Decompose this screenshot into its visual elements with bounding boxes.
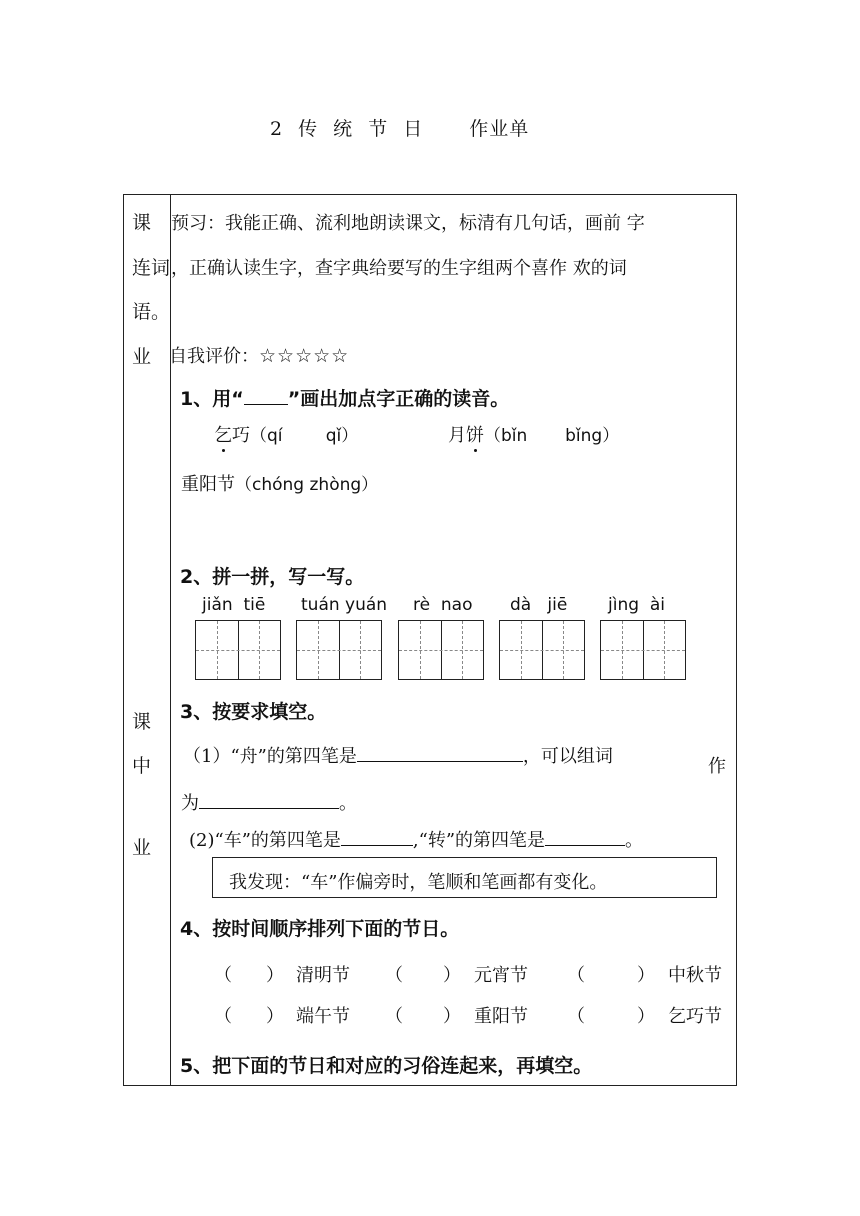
writing-grid-2[interactable]: [296, 620, 382, 680]
self-evaluation: [169, 342, 349, 368]
dotted-char: 乞: [214, 425, 232, 446]
q1-item-1-options[interactable]: （qí qǐ）: [250, 426, 359, 446]
q4-row1-paren-close-3: ）: [637, 965, 655, 986]
q2-pinyin-5: jìng ài: [608, 595, 665, 615]
q4-row2-paren-open-3: （: [567, 1006, 585, 1027]
q3-heading: 3、按要求填空。: [180, 701, 327, 723]
side-label-4: 业: [132, 346, 152, 368]
side-label-3: 语。: [132, 301, 171, 323]
q4-row1-paren-close-2: ）: [443, 965, 461, 986]
q3-s1-tail: 作: [708, 756, 726, 777]
q2-pinyin-3: rè nao: [413, 595, 473, 615]
festival-qiqiao: 乞巧节: [668, 1006, 722, 1027]
festival-yuanxiao: 元宵节: [474, 965, 528, 986]
q1-word-rest: 巧: [232, 425, 250, 446]
writing-grid-3[interactable]: [398, 620, 484, 680]
q4-row2-paren-close-2: ）: [443, 1006, 461, 1027]
column-divider: [170, 194, 171, 1086]
writing-grid-5[interactable]: [600, 620, 686, 680]
q2-pinyin-2: tuán yuán: [301, 595, 388, 615]
q1-item-3-options[interactable]: （chóng zhòng）: [235, 475, 379, 495]
dotted-char: 饼: [466, 425, 484, 446]
q1-heading: [180, 384, 509, 411]
side-label-7: 业: [132, 837, 152, 859]
q2-pinyin-1: jiǎn tiē: [202, 595, 266, 615]
q1-item-1: [214, 421, 358, 447]
q3-s2-pre: (2)“车”的第四笔是: [189, 830, 341, 851]
q1-underline-sample: [244, 386, 288, 405]
q3-s1b-pre: 为: [181, 793, 199, 814]
q4-row1-paren-open-1: （: [214, 965, 232, 986]
rating-stars[interactable]: ☆☆☆☆☆: [259, 345, 350, 367]
q3-s1b-post: 。: [339, 793, 357, 814]
q1-word: 重阳节: [181, 474, 235, 495]
festival-zhongqiu: 中秋节: [668, 965, 722, 986]
worksheet-label: 作业单: [469, 118, 530, 140]
side-label-2: 连词: [132, 257, 171, 279]
side-label-1: 课: [132, 212, 152, 234]
q4-heading: 4、按时间顺序排列下面的节日。: [180, 918, 460, 940]
q1-word-pre: 月: [448, 425, 466, 446]
q1-item-2: [448, 421, 619, 447]
q3-blank-1[interactable]: [357, 743, 523, 762]
q5-heading: 5、把下面的节日和对应的习俗连起来，再填空。: [180, 1055, 593, 1077]
writing-grid-1[interactable]: [195, 620, 281, 680]
page-title: [270, 114, 529, 141]
q3-s1-pre: （1）“舟”的第四笔是: [183, 746, 357, 767]
q1-heading-pre: 1、用“: [180, 388, 244, 410]
q3-s2-post: 。: [625, 830, 644, 851]
q4-row1-paren-close-1: ）: [266, 965, 284, 986]
q4-row2-paren-close-1: ）: [266, 1006, 284, 1027]
festival-duanwu: 端午节: [296, 1006, 350, 1027]
discovery-note: 我发现：“车”作偏旁时，笔顺和笔画都有变化。: [212, 857, 717, 898]
preview-line-2: ，正确认读生字，查字典给要写的生字组两个喜作 欢的词: [171, 258, 627, 279]
q3-sentence-1: [183, 742, 613, 768]
festival-chongyang: 重阳节: [474, 1006, 528, 1027]
q3-s1-post: ，可以组词: [522, 746, 613, 767]
q4-row2-paren-close-3: ）: [637, 1006, 655, 1027]
q3-sentence-1b: [181, 789, 357, 815]
q1-item-2-options[interactable]: （bǐn bǐng）: [484, 426, 620, 446]
q3-s2-mid: ,“转”的第四笔是: [412, 830, 546, 851]
q3-sentence-2: [189, 826, 643, 852]
writing-grid-4[interactable]: [499, 620, 585, 680]
side-label-6: 中: [132, 755, 152, 777]
self-eval-label: 自我评价：: [169, 346, 259, 367]
festival-qingming: 清明节: [296, 965, 350, 986]
q1-item-3: [181, 470, 378, 496]
q4-row2-paren-open-2: （: [385, 1006, 403, 1027]
q3-blank-2[interactable]: [199, 790, 339, 809]
q3-blank-3[interactable]: [341, 827, 413, 846]
side-label-5: 课: [132, 711, 152, 733]
q2-heading: 2、拼一拼，写一写。: [180, 566, 365, 588]
lesson-title: 2 传 统 节 日: [270, 118, 424, 140]
q1-heading-post: ”画出加点字正确的读音。: [287, 388, 510, 410]
q3-blank-4[interactable]: [545, 827, 625, 846]
preview-line-1: 预习：我能正确、流利地朗读课文，标清有几句话，画前 字: [171, 213, 645, 234]
q2-pinyin-4: dà jiē: [510, 595, 568, 615]
q4-row2-paren-open-1: （: [214, 1006, 232, 1027]
q4-row1-paren-open-3: （: [567, 965, 585, 986]
q4-row1-paren-open-2: （: [385, 965, 403, 986]
